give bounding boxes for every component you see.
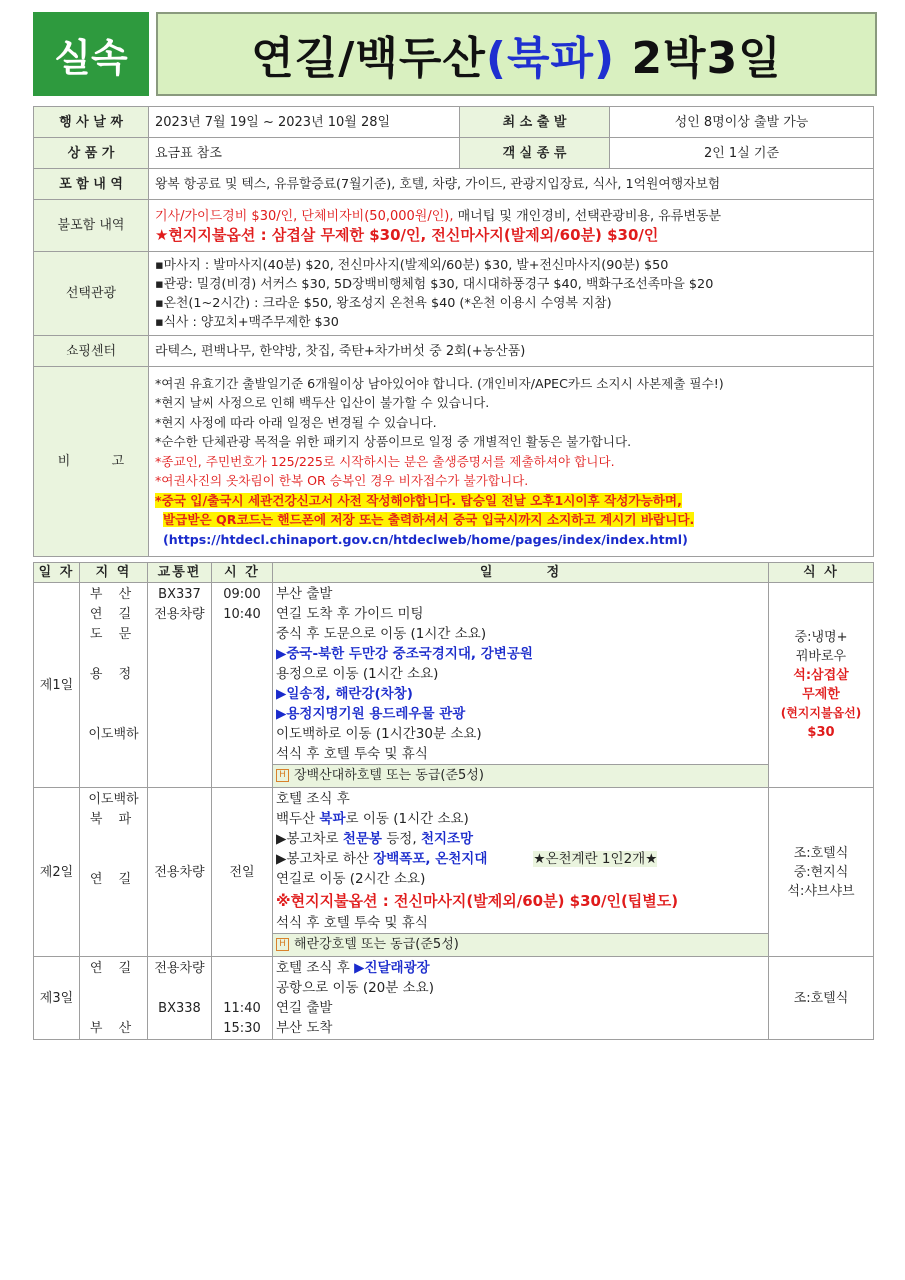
excluded-cell [149,200,874,252]
shopping-label: 쇼핑센터 [34,336,149,367]
itinerary-line: 연길로 이동 (2시간 소요) [276,871,426,887]
blank [151,979,208,999]
itinerary-line: ▶용정지명기원 용드레우물 관광 [276,706,466,722]
region-cell [80,583,148,788]
excluded-label: 불포함 내역 [34,200,149,252]
text: ▶봉고차로 [276,831,343,847]
city: 이도백하 [88,727,139,742]
col-time: 시 간 [212,563,273,583]
schedule-table [33,562,874,1040]
category-badge: 실속 [33,12,149,96]
meal-cell [769,583,874,788]
transport-cell: 전용차량 [148,788,212,957]
region-cell [80,788,148,957]
itinerary-line: 호텔 조식 후 [276,791,350,807]
schedule-row-day1 [34,583,874,788]
room-label: 객 실 종 류 [460,138,610,169]
time-cell [212,957,273,1040]
note-item-highlight: 발급받은 QR코드는 핸드폰에 저장 또는 출력하셔서 중국 입국시까지 소지하고 계시기 바랍니다. [163,512,695,528]
meal-line: $30 [807,725,835,740]
col-itinerary: 일 정 [273,563,769,583]
meal-line: (현지지불옵선) [780,706,862,720]
place: 장백폭포, 온천지대 [373,851,488,867]
included-value: 왕복 항공료 및 텍스, 유류할증료(7월기준), 호텔, 차량, 가이드, 관광지입장료, 식사, 1억원여행자보험 [149,169,874,200]
itinerary-line [276,849,765,869]
hotel-icon: H [276,938,289,951]
itinerary-line: 용정으로 이동 (1시간 소요) [276,666,439,682]
itinerary-cell [273,583,769,788]
time: 10:40 [223,607,261,622]
vehicle: 전용차량 [154,607,205,622]
excluded-misc: 매너팁 및 개인경비, 선택관광비용, 유류변동분 [453,208,722,224]
itinerary-line [276,809,765,829]
hotel-name: 장백산대하호텔 또는 동급(준5성) [294,768,484,783]
notes-label: 비 고 [34,367,149,557]
list-item: ▪온천(1~2시간) : 크라운 $50, 왕조성지 온천욕 $40 (*온천 이용시 수영복 지참) [155,295,612,311]
meal-line: 꿔바로우 [795,649,847,664]
hotel-line [273,933,768,956]
meal-cell: 조:호텔식 [769,957,874,1040]
city [83,685,144,705]
title-highlight: (북파) [485,33,616,84]
itinerary-line: 연길 출발 [276,1000,333,1016]
schedule-row-day2 [34,788,874,957]
title-duration: 2박3일 [615,33,782,84]
blank [151,1019,208,1039]
optional-tour-label: 선택관광 [34,252,149,336]
included-label: 포 함 내 역 [34,169,149,200]
price-value: 요금표 참조 [149,138,460,169]
hotel-name: 해란강호텔 또는 동급(준5성) [294,937,459,952]
place: ▶진달래광장 [354,960,430,976]
meal-line: 중:현지식 [793,864,849,880]
itinerary-line: 연길 도착 후 가이드 미팅 [276,606,424,622]
col-day: 일 자 [34,563,80,583]
itinerary-line: 이도백하로 이동 (1시간30분 소요) [276,726,482,742]
meal-cell [769,788,874,957]
meal-line: 석:삼겹살 [793,668,849,683]
title-main: 연길/백두산 [251,33,486,84]
meal-line: 중:냉명+ [794,630,848,645]
city [83,705,144,725]
city: 부 산 [89,587,138,602]
notes-cell [149,367,874,557]
customs-url-link[interactable]: (https://htdecl.chinaport.gov.cn/htdeclweb/home/pages/index/index.html) [163,531,688,547]
city: 북 파 [89,812,138,827]
city: 이도백하 [88,792,139,807]
itinerary-line: 부산 도착 [276,1020,333,1036]
city [83,830,144,850]
transport-cell [148,583,212,788]
city: 연 길 [89,607,138,622]
time-cell [212,583,273,788]
itinerary-line [276,958,765,978]
city: 연 길 [89,961,138,976]
city [83,645,144,665]
time-cell: 전일 [212,788,273,957]
note-item-warning: *여권사진의 옷차림이 한복 OR 승복인 경우 비자접수가 불가합니다. [155,473,529,489]
hotel-line [273,764,768,787]
note-item: *현지 날씨 사정으로 인해 백두산 입산이 불가할 수 있습니다. [155,395,490,411]
place: 북파 [319,811,346,827]
itinerary-line: 공항으로 이동 (20분 소요) [276,980,434,996]
meal-line: 석:샤브샤브 [787,883,855,899]
region-cell [80,957,148,1040]
time [215,959,269,979]
list-item: ▪관광: 밀경(비경) 서커스 $30, 5D장백비행체험 $30, 대시대하풍경구 $40, 백화구조선족마을 $20 [155,276,714,292]
note-item-highlight: *중국 입/출국시 세관건강신고서 사전 작성해야합니다. 탑승일 전날 오후1시이후 작성가능하며, [155,492,682,508]
flight-number: BX338 [158,1001,201,1016]
meal-line: 무제한 [802,687,840,702]
text: ▶봉고차로 하산 [276,851,374,867]
vehicle: 전용차량 [154,961,205,976]
price-label: 상 품 가 [34,138,149,169]
itinerary-line: ▶일송정, 해란강(차창) [276,686,413,702]
col-transport: 교통편 [148,563,212,583]
time: 15:30 [223,1021,261,1036]
text: 로 이동 (1시간 소요) [345,811,469,827]
shopping-value: 라텍스, 편백나무, 한약방, 찻집, 죽탄+차가버섯 중 2회(+농산품) [149,336,874,367]
note-item-warning: *종교인, 주민번호가 125/225로 시작하시는 분은 출생증명서를 제출하셔야 합니다. [155,453,615,469]
page-title [156,12,877,96]
city [83,999,144,1019]
optional-tour-list [149,252,874,336]
day-label: 제3일 [34,957,80,1040]
time: 11:40 [223,1001,261,1016]
city: 연 길 [89,872,138,887]
excluded-fees: 기사/가이드경비 $30/인, 단체비자비(50,000원/인), [155,208,454,224]
date-value: 2023년 7월 19일 ~ 2023년 10월 28일 [149,107,460,138]
list-item: ▪식사 : 양꼬치+맥주무제한 $30 [155,314,339,330]
itinerary-line: 부산 출발 [276,586,333,602]
city [83,979,144,999]
min-label: 최 소 출 발 [460,107,610,138]
itinerary-line-option: ※현지지불옵션 : 전신마사지(발제외/60분) $30/인(팁별도) [276,892,679,910]
text: 등정, [381,831,421,847]
city: 부 산 [89,1021,138,1036]
city: 용 정 [89,667,138,682]
col-region: 지 역 [80,563,148,583]
bonus-badge: ★온천계란 1인2개★ [533,851,658,867]
note-item: *순수한 단체관광 목적을 위한 패키지 상품이므로 일정 중 개별적인 활동은 불가합니다. [155,434,632,450]
meal-line: 조:호텔식 [793,845,849,861]
time: 09:00 [223,587,261,602]
header [33,12,873,96]
date-label: 행 사 날 짜 [34,107,149,138]
day-label: 제2일 [34,788,80,957]
schedule-header-row [34,563,874,583]
flight-number: BX337 [158,587,201,602]
itinerary-line: 석식 후 호텔 투숙 및 휴식 [276,746,428,762]
time [215,979,269,999]
excluded-option: ★현지지불옵션 : 삼겹살 무제한 $30/인, 전신마사지(발제외/60분) $30/인 [155,225,659,244]
min-value: 성인 8명이상 출발 가능 [610,107,874,138]
tour-info-table [33,106,874,557]
itinerary-cell [273,957,769,1040]
day-label: 제1일 [34,583,80,788]
transport-cell [148,957,212,1040]
city [83,850,144,870]
itinerary-line: ▶중국-북한 두만강 중조국경지대, 강변공원 [276,646,533,662]
itinerary-line [276,829,765,849]
city: 도 문 [89,627,138,642]
col-meal: 식 사 [769,563,874,583]
list-item: ▪마사지 : 발마사지(40분) $20, 전신마사지(발제외/60분) $30, 발+전신마사지(90분) $50 [155,257,669,273]
schedule-row-day3 [34,957,874,1040]
itinerary-cell [273,788,769,957]
itinerary-line: 중식 후 도문으로 이동 (1시간 소요) [276,626,487,642]
text: 백두산 [276,811,320,827]
room-value: 2인 1실 기준 [610,138,874,169]
place: 천문봉 [342,831,382,847]
text: 호텔 조식 후 [276,960,355,976]
note-item: *여권 유효기간 출발일기준 6개월이상 남아있어야 합니다. (개인비자/APEC카드 소지시 사본제출 필수!) [155,375,724,391]
itinerary-line: 석식 후 호텔 투숙 및 휴식 [276,915,428,931]
note-item: *현지 사정에 따라 아래 일정은 변경될 수 있습니다. [155,414,437,430]
place: 천지조망 [420,831,474,847]
hotel-icon: H [276,769,289,782]
